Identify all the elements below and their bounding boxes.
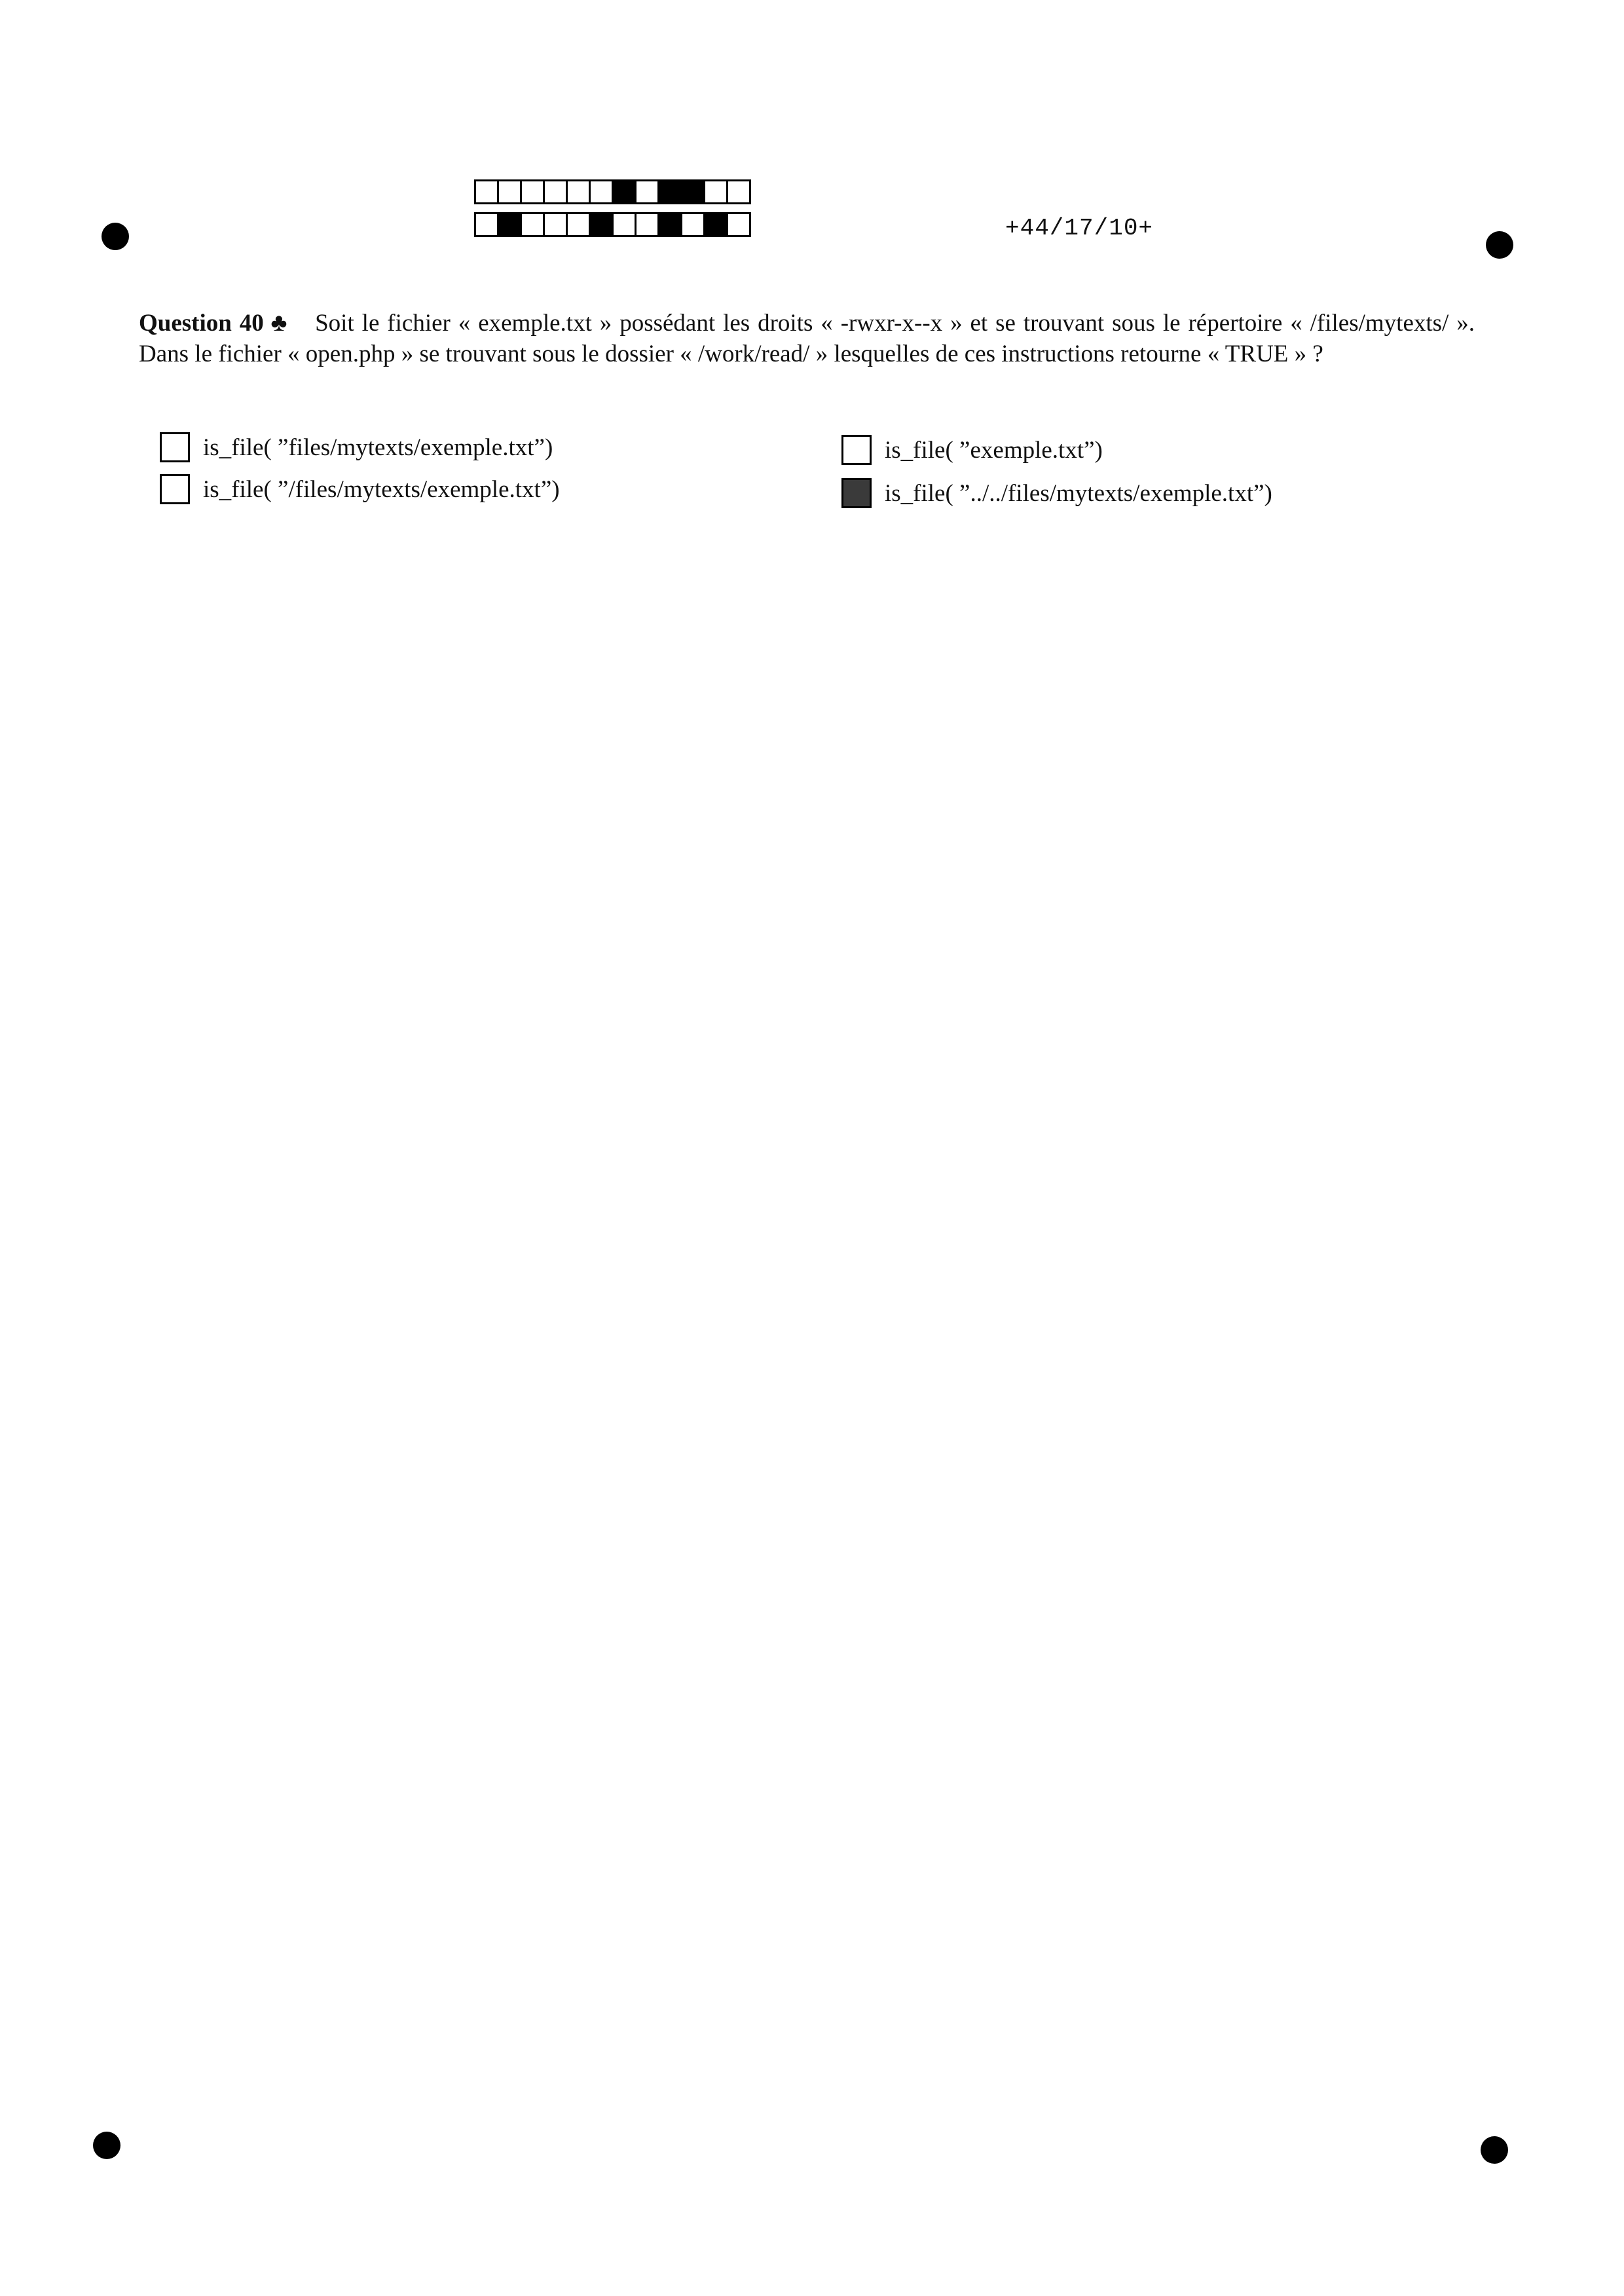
corner-registration-mark-top-right	[1486, 231, 1513, 259]
id-code-cell	[474, 212, 499, 237]
answer-option[interactable]	[841, 478, 1272, 508]
corner-registration-mark-bottom-right	[1481, 2136, 1508, 2164]
id-code-cell	[680, 179, 705, 204]
id-code-cell	[703, 179, 728, 204]
question-block	[139, 308, 1475, 369]
student-id-code-row-2	[474, 212, 749, 237]
page-code: +44/17/10+	[1005, 215, 1154, 242]
id-code-cell	[612, 212, 637, 237]
id-code-cell	[657, 212, 682, 237]
answer-label: is_file( ”files/mytexts/exemple.txt”)	[203, 434, 553, 461]
answer-option[interactable]	[841, 435, 1103, 465]
answer-checkbox[interactable]	[841, 478, 872, 508]
id-code-cell	[520, 212, 545, 237]
id-code-cell	[566, 212, 591, 237]
id-code-cell	[497, 212, 522, 237]
id-code-cell	[497, 179, 522, 204]
id-code-cell	[474, 179, 499, 204]
id-code-cell	[726, 212, 751, 237]
id-code-cell	[589, 212, 614, 237]
id-code-cell	[635, 212, 659, 237]
id-code-cell	[703, 212, 728, 237]
id-code-cell	[589, 179, 614, 204]
answer-checkbox[interactable]	[160, 474, 190, 504]
club-icon: ♣	[268, 309, 289, 337]
corner-registration-mark-top-left	[101, 223, 129, 250]
corner-registration-mark-bottom-left	[93, 2132, 120, 2159]
id-code-cell	[543, 212, 568, 237]
id-code-cell	[680, 212, 705, 237]
answer-label: is_file( ”exemple.txt”)	[885, 436, 1103, 464]
id-code-cell	[612, 179, 637, 204]
id-code-cell	[520, 179, 545, 204]
answer-option[interactable]	[160, 474, 560, 504]
answer-label: is_file( ”../../files/mytexts/exemple.txt”)	[885, 479, 1272, 507]
answer-checkbox[interactable]	[841, 435, 872, 465]
id-code-cell	[657, 179, 682, 204]
answer-label: is_file( ”/files/mytexts/exemple.txt”)	[203, 475, 560, 503]
answer-option[interactable]	[160, 432, 553, 462]
question-heading: Question 40	[139, 310, 264, 337]
student-id-code-row-1	[474, 179, 749, 204]
answer-checkbox[interactable]	[160, 432, 190, 462]
question-text: Soit le fichier « exemple.txt » possédant les droits « -rwxr-x--x » et se trouvant sous le répertoire « /files/mytexts/ ». Dans le fichier « open.php » se trouvant sous le dossier « /work/read/ » lesquelles de ces instructions retourne « TRUE » ?	[139, 310, 1475, 367]
id-code-cell	[543, 179, 568, 204]
id-code-cell	[566, 179, 591, 204]
id-code-cell	[635, 179, 659, 204]
id-code-cell	[726, 179, 751, 204]
